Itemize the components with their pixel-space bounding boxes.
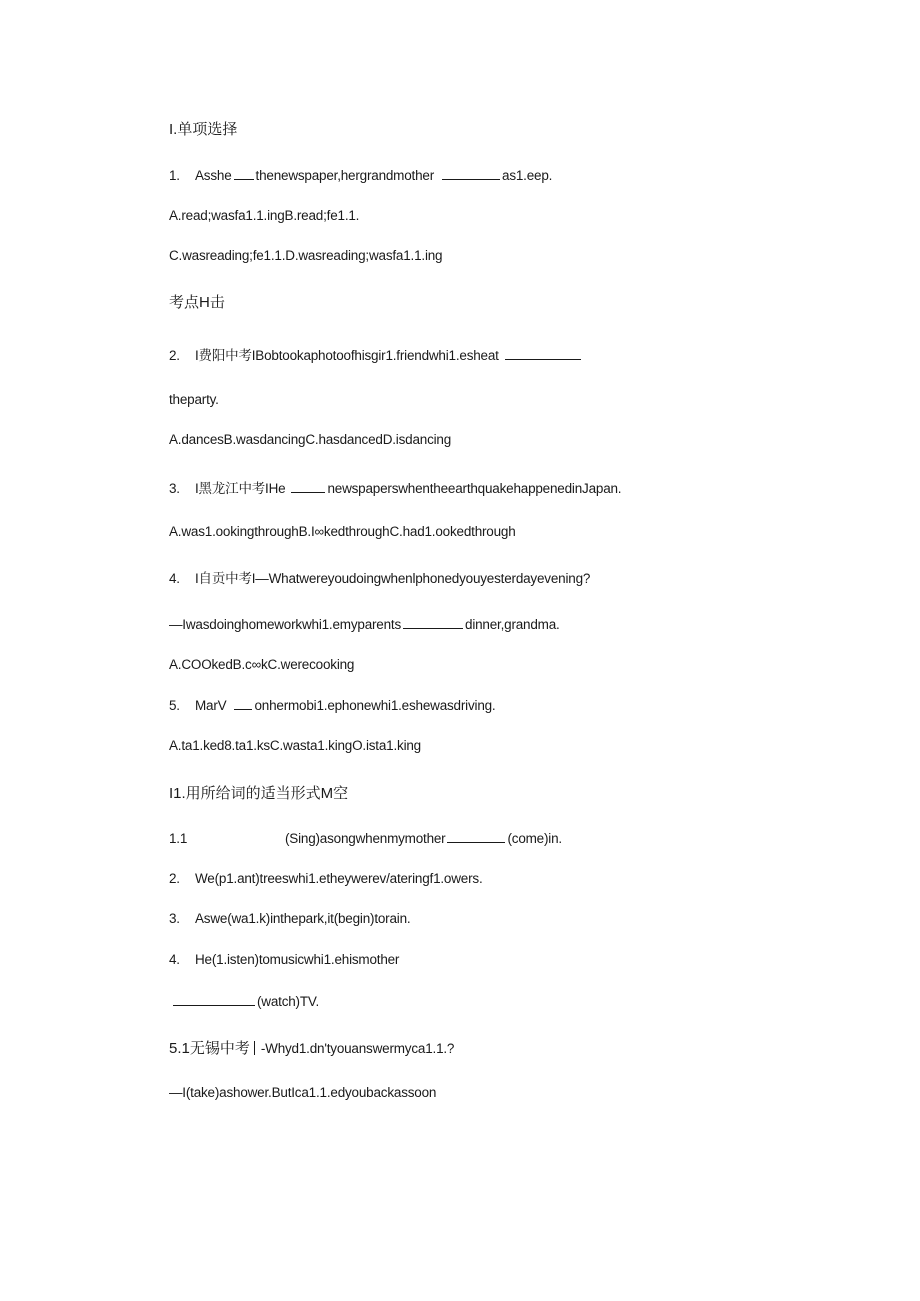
question-number: 2. [169, 348, 180, 363]
question-number: 4. [169, 952, 180, 967]
answer-blank[interactable] [234, 167, 254, 180]
question-text: dinner,grandma. [465, 617, 560, 632]
section-1-title: I.单项选择 [169, 121, 238, 138]
question-text: (Sing)asongwhenmymother [285, 831, 446, 846]
question-4 [169, 571, 590, 587]
question-1-options-b: C.wasreading;fe1.1.D.wasreading;wasfa1.1.ing [169, 248, 443, 263]
question-1-options-a: A.read;wasfa1.1.ingB.read;fe1.1. [169, 208, 360, 223]
question-text: MarV [195, 698, 227, 713]
question-3-options: A.was1.ookingthroughB.I∞kedthroughC.had1.ookedthrough [169, 524, 516, 539]
answer-blank[interactable] [173, 993, 255, 1006]
question-4-continuation [169, 616, 560, 633]
answer-blank[interactable] [447, 830, 505, 843]
fill-question-5 [169, 1040, 454, 1058]
fill-question-4 [169, 952, 399, 968]
question-text: newspaperswhentheearthquakehappenedinJapan. [327, 481, 622, 496]
question-text: I费阳中考IBobtookaphotoofhisgir1.friendwhi1.esheat [195, 348, 499, 363]
question-number: 3. [169, 911, 180, 926]
answer-blank[interactable] [505, 347, 581, 360]
divider-bar [254, 1041, 255, 1055]
question-5 [169, 697, 495, 714]
question-text: -Whyd1.dn'tyouanswermyca1.1.? [260, 1041, 455, 1056]
fill-question-2 [169, 871, 483, 887]
question-3 [169, 480, 621, 497]
answer-blank[interactable] [442, 167, 500, 180]
question-text: (come)in. [507, 831, 562, 846]
question-text: Asshe [195, 168, 232, 183]
question-5-options: A.ta1.ked8.ta1.ksC.wasta1.kingO.ista1.king [169, 738, 421, 753]
question-number: 2. [169, 871, 180, 886]
fill-question-3 [169, 911, 410, 927]
question-number: 4. [169, 571, 180, 586]
question-number: 5. [169, 698, 180, 713]
question-text: I自贡中考I—Whatwereyoudoingwhenlphonedyouyesterdayevening? [195, 571, 591, 586]
question-2 [169, 347, 583, 364]
question-number: 1.1 [169, 831, 188, 846]
question-text: (watch)TV. [257, 994, 320, 1009]
question-number: 1. [169, 168, 180, 183]
question-text: We(p1.ant)treeswhi1.etheywerev/ateringf1.owers. [195, 871, 483, 886]
question-2-options: A.dancesB.wasdancingC.hasdancedD.isdancing [169, 432, 452, 447]
question-text: I黑龙江中考IHe [195, 481, 286, 496]
question-text: Aswe(wa1.k)inthepark,it(begin)torain. [195, 911, 411, 926]
question-1 [169, 167, 552, 184]
answer-blank[interactable] [291, 480, 325, 493]
question-4-options: A.COOkedB.c∞kC.werecooking [169, 657, 355, 672]
question-2-continuation: theparty. [169, 392, 219, 407]
fill-question-4-continuation [173, 993, 319, 1010]
fill-question-1 [169, 830, 562, 847]
section-2-title: I1.用所给词的适当形式M空 [169, 785, 349, 802]
question-text: onhermobi1.ephonewhi1.eshewasdriving. [254, 698, 496, 713]
question-number: 3. [169, 481, 180, 496]
answer-blank[interactable] [403, 616, 463, 629]
fill-question-5-continuation: —I(take)ashower.ButIca1.1.edyoubackassoon [169, 1085, 437, 1100]
question-text: He(1.isten)tomusicwhi1.ehismother [195, 952, 400, 967]
kaodian-heading: 考点H击 [169, 294, 225, 311]
question-text: —Iwasdoinghomeworkwhi1.emyparents [169, 617, 402, 632]
question-number: 5.1无锡中考 [169, 1040, 250, 1057]
question-text: thenewspaper,hergrandmother [255, 168, 435, 183]
question-text: as1.eep. [502, 168, 553, 183]
answer-blank[interactable] [234, 697, 252, 710]
